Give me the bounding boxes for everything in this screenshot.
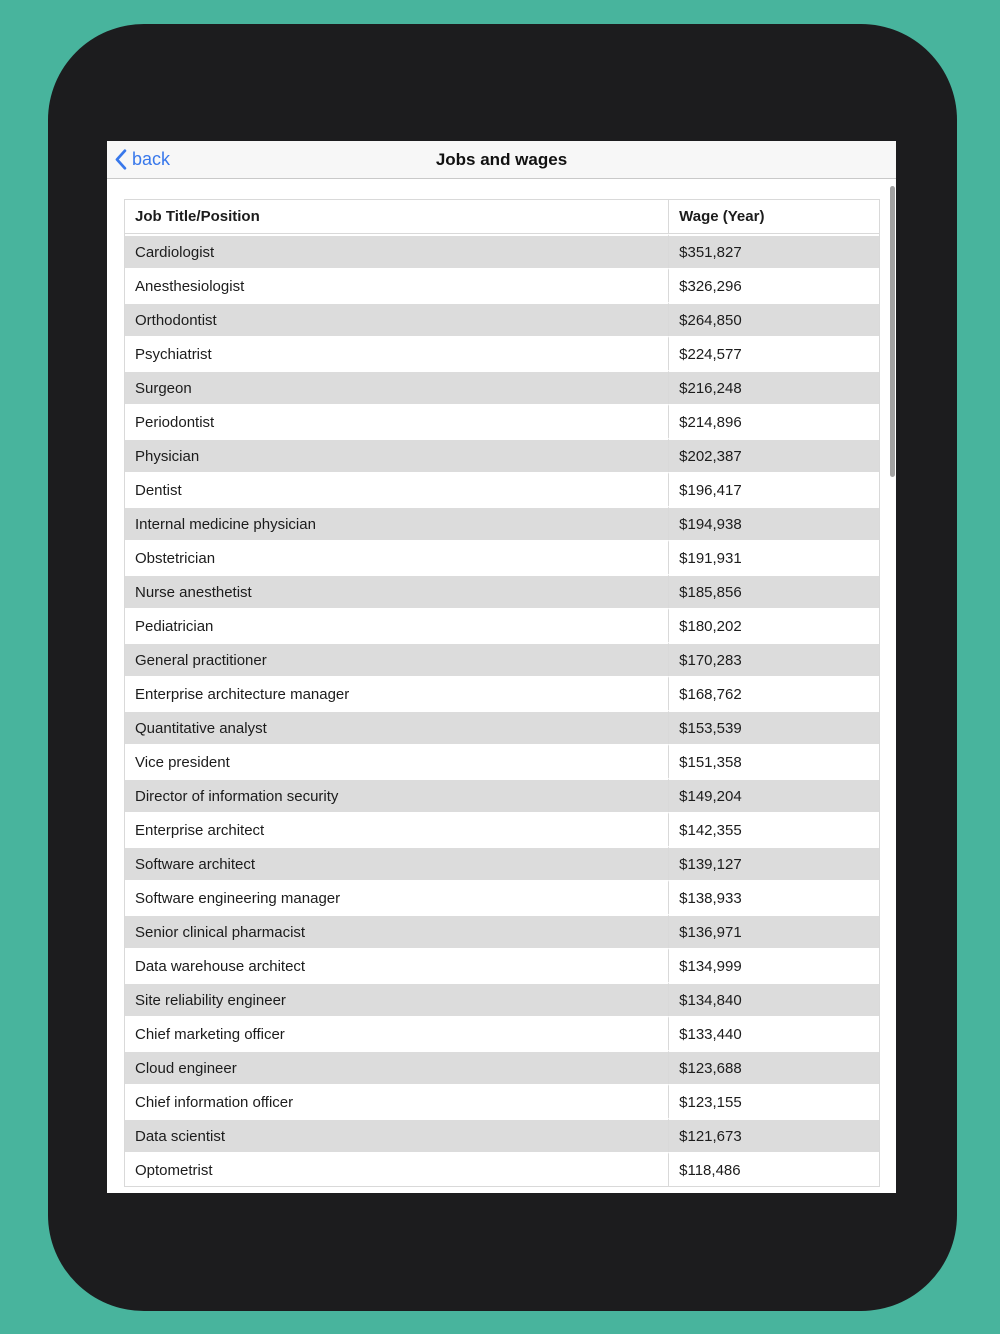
- job-title-cell: Data warehouse architect: [125, 948, 668, 982]
- job-title-cell: Vice president: [125, 744, 668, 778]
- table-row: [125, 1050, 879, 1084]
- app-screen: [107, 141, 896, 1193]
- table-row: [125, 1118, 879, 1152]
- job-title-cell: Enterprise architecture manager: [125, 676, 668, 710]
- wage-table-body: [125, 234, 879, 1186]
- table-row: [125, 914, 879, 948]
- wage-cell: $351,827: [668, 234, 879, 268]
- wage-cell: $194,938: [668, 506, 879, 540]
- wage-cell: $142,355: [668, 812, 879, 846]
- back-button[interactable]: [114, 141, 170, 178]
- job-title-cell: Obstetrician: [125, 540, 668, 574]
- job-title-cell: Surgeon: [125, 370, 668, 404]
- job-title-cell: Enterprise architect: [125, 812, 668, 846]
- page-title: Jobs and wages: [435, 149, 568, 169]
- table-row: [125, 608, 879, 642]
- column-header-wage: Wage (Year): [668, 200, 879, 234]
- wage-cell: $151,358: [668, 744, 879, 778]
- wage-cell: $224,577: [668, 336, 879, 370]
- job-title-cell: Site reliability engineer: [125, 982, 668, 1016]
- table-row: [125, 370, 879, 404]
- wage-cell: $153,539: [668, 710, 879, 744]
- job-title-cell: Periodontist: [125, 404, 668, 438]
- table-row: [125, 744, 879, 778]
- wage-cell: $133,440: [668, 1016, 879, 1050]
- back-label: back: [132, 149, 171, 169]
- job-title-cell: Orthodontist: [125, 302, 668, 336]
- job-title-cell: Cardiologist: [125, 234, 668, 268]
- wage-cell: $138,933: [668, 880, 879, 914]
- job-title-cell: Internal medicine physician: [125, 506, 668, 540]
- table-row: [125, 234, 879, 268]
- wage-cell: $168,762: [668, 676, 879, 710]
- chevron-left-path: [117, 151, 125, 169]
- wage-cell: $202,387: [668, 438, 879, 472]
- tablet-frame: [48, 24, 957, 1311]
- table-row: [125, 982, 879, 1016]
- job-title-cell: Software engineering manager: [125, 880, 668, 914]
- wage-cell: $196,417: [668, 472, 879, 506]
- table-row: [125, 812, 879, 846]
- job-title-cell: Physician: [125, 438, 668, 472]
- navigation-bar: [107, 141, 896, 179]
- table-row: [125, 506, 879, 540]
- wage-cell: $136,971: [668, 914, 879, 948]
- table-row: [125, 404, 879, 438]
- table-row: [125, 1152, 879, 1186]
- wage-cell: $121,673: [668, 1118, 879, 1152]
- job-title-cell: General practitioner: [125, 642, 668, 676]
- wage-cell: $264,850: [668, 302, 879, 336]
- table-row: [125, 438, 879, 472]
- wage-cell: $118,486: [668, 1152, 879, 1186]
- table-row: [125, 302, 879, 336]
- job-title-cell: Optometrist: [125, 1152, 668, 1186]
- job-title-cell: Pediatrician: [125, 608, 668, 642]
- wage-cell: $180,202: [668, 608, 879, 642]
- column-header-job-title: Job Title/Position: [125, 200, 668, 234]
- table-row: [125, 642, 879, 676]
- job-title-cell: Senior clinical pharmacist: [125, 914, 668, 948]
- job-title-cell: Chief information officer: [125, 1084, 668, 1118]
- content-area: [107, 179, 896, 1187]
- table-row: [125, 540, 879, 574]
- wage-cell: $170,283: [668, 642, 879, 676]
- table-row: [125, 846, 879, 880]
- wage-cell: $214,896: [668, 404, 879, 438]
- wage-cell: $216,248: [668, 370, 879, 404]
- table-row: [125, 336, 879, 370]
- table-row: [125, 268, 879, 302]
- job-title-cell: Nurse anesthetist: [125, 574, 668, 608]
- table-header-row: [125, 200, 879, 234]
- table-row: [125, 676, 879, 710]
- wage-cell: $185,856: [668, 574, 879, 608]
- job-title-cell: Anesthesiologist: [125, 268, 668, 302]
- job-title-cell: Psychiatrist: [125, 336, 668, 370]
- table-row: [125, 1084, 879, 1118]
- wage-cell: $139,127: [668, 846, 879, 880]
- job-title-cell: Quantitative analyst: [125, 710, 668, 744]
- job-title-cell: Data scientist: [125, 1118, 668, 1152]
- job-title-cell: Software architect: [125, 846, 668, 880]
- job-title-cell: Chief marketing officer: [125, 1016, 668, 1050]
- job-title-cell: Cloud engineer: [125, 1050, 668, 1084]
- scrollbar-thumb[interactable]: [890, 186, 895, 477]
- jobs-wages-table: [124, 199, 880, 1187]
- wage-cell: $123,155: [668, 1084, 879, 1118]
- wage-cell: $191,931: [668, 540, 879, 574]
- wage-cell: $326,296: [668, 268, 879, 302]
- wage-cell: $123,688: [668, 1050, 879, 1084]
- wage-cell: $134,840: [668, 982, 879, 1016]
- table-row: [125, 948, 879, 982]
- table-row: [125, 778, 879, 812]
- wage-cell: $149,204: [668, 778, 879, 812]
- table-row: [125, 472, 879, 506]
- job-title-cell: Director of information security: [125, 778, 668, 812]
- job-title-cell: Dentist: [125, 472, 668, 506]
- chevron-left-icon: [114, 149, 127, 170]
- table-row: [125, 574, 879, 608]
- wage-cell: $134,999: [668, 948, 879, 982]
- table-row: [125, 1016, 879, 1050]
- table-row: [125, 880, 879, 914]
- table-row: [125, 710, 879, 744]
